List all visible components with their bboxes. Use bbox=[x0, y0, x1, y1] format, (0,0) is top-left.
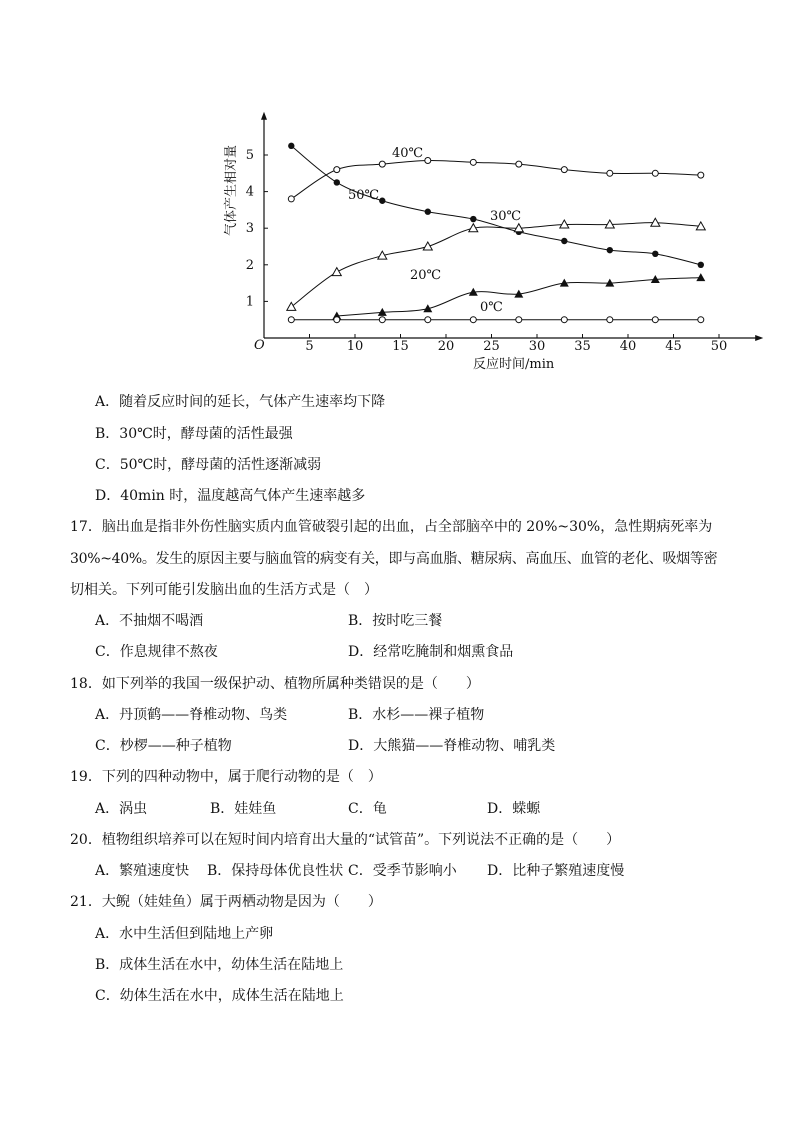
data-point bbox=[470, 159, 476, 165]
data-point bbox=[698, 317, 704, 323]
data-point bbox=[652, 317, 658, 323]
q17-stem-line3: 切相关。下列可能引发脑出血的生活方式是（ ） bbox=[70, 582, 378, 598]
y-axis-label: 气体产生相对量 bbox=[224, 144, 239, 236]
data-point bbox=[607, 170, 613, 176]
series-label: 30℃ bbox=[490, 209, 522, 224]
q17-option-d: D．经常吃腌制和烟熏食品 bbox=[348, 644, 514, 660]
x-axis-arrow bbox=[755, 335, 763, 341]
q17-option-a: A．不抽烟不喝酒 bbox=[95, 613, 204, 629]
data-point bbox=[379, 161, 385, 167]
q17-option-b: B．按时吃三餐 bbox=[348, 613, 443, 629]
q16-option-c: C．50℃时，酵母菌的活性逐渐减弱 bbox=[95, 457, 322, 473]
q19-option-c: C．龟 bbox=[348, 801, 387, 817]
y-tick-label: 4 bbox=[245, 184, 254, 200]
x-axis-label: 反应时间/min bbox=[473, 357, 555, 372]
data-point bbox=[334, 167, 340, 173]
chart-axes bbox=[246, 112, 763, 354]
data-point bbox=[652, 251, 658, 257]
q18-option-c: C．杪椤——种子植物 bbox=[95, 738, 232, 754]
x-tick-label: 5 bbox=[305, 339, 314, 354]
q21-option-c: C．幼体生活在水中，成体生活在陆地上 bbox=[95, 988, 344, 1004]
data-point bbox=[332, 268, 341, 276]
q21-option-a: A．水中生活但到陆地上产卵 bbox=[95, 926, 274, 942]
series-1 bbox=[288, 143, 704, 268]
q17-stem-line1: 17．脑出血是指非外伤性脑实质内血管破裂引起的出血，占全部脑卒中的 20%~30%，急性期病死率为 bbox=[70, 519, 713, 535]
y-tick-label: 3 bbox=[245, 221, 254, 237]
y-tick-label: 2 bbox=[245, 257, 254, 273]
data-point bbox=[379, 198, 385, 204]
data-point bbox=[561, 167, 567, 173]
y-tick-label: 1 bbox=[245, 294, 254, 310]
series-label: 50℃ bbox=[348, 188, 380, 203]
x-tick-label: 50 bbox=[710, 339, 728, 354]
q17-stem-line2: 30%~40%。发生的原因主要与脑血管的病变有关，即与高血脂、糖尿病、高血压、血管的老化、吸烟等密 bbox=[70, 551, 718, 567]
q21-option-b: B．成体生活在水中，幼体生活在陆地上 bbox=[95, 957, 344, 973]
x-tick-label: 30 bbox=[528, 339, 546, 354]
q16-option-b: B．30℃时，酵母菌的活性最强 bbox=[95, 426, 293, 442]
series-label: 40℃ bbox=[392, 146, 424, 161]
data-point bbox=[561, 238, 567, 244]
data-point bbox=[334, 179, 340, 185]
q19-option-d: D．蝾螈 bbox=[487, 801, 541, 817]
chart-series bbox=[287, 143, 706, 323]
data-point bbox=[288, 143, 294, 149]
series-2 bbox=[287, 209, 706, 310]
data-point bbox=[425, 157, 431, 163]
x-tick-label: 25 bbox=[483, 339, 500, 354]
q19-option-a: A．涡虫 bbox=[95, 801, 148, 817]
q20-option-b: B．保持母体优良性状 bbox=[207, 863, 344, 879]
q20-option-c: C．受季节影响小 bbox=[348, 863, 457, 879]
q16-option-d: D．40min 时，温度越高气体产生速率越多 bbox=[95, 488, 366, 504]
x-tick-label: 45 bbox=[665, 339, 682, 354]
data-point bbox=[288, 317, 294, 323]
series-label: 0℃ bbox=[480, 300, 503, 315]
x-tick-label: 40 bbox=[619, 339, 637, 354]
data-point bbox=[334, 317, 340, 323]
data-point bbox=[698, 262, 704, 268]
x-tick-label: 20 bbox=[437, 339, 455, 354]
q19-stem: 19．下列的四种动物中，属于爬行动物的是（ ） bbox=[70, 769, 382, 785]
q17-option-c: C．作息规律不熬夜 bbox=[95, 644, 218, 660]
q20-option-a: A．繁殖速度快 bbox=[95, 863, 190, 879]
series-line bbox=[291, 223, 701, 307]
data-point bbox=[470, 317, 476, 323]
data-point bbox=[379, 317, 385, 323]
q20-option-d: D．比种子繁殖速度慢 bbox=[487, 863, 625, 879]
data-point bbox=[696, 273, 705, 281]
q18-stem: 18．如下列举的我国一级保护动、植物所属种类错误的是（ ） bbox=[70, 676, 480, 692]
x-tick-label: 35 bbox=[574, 339, 591, 354]
data-point bbox=[516, 317, 522, 323]
data-point bbox=[607, 317, 613, 323]
gas-production-chart bbox=[0, 0, 793, 380]
y-axis-arrow bbox=[261, 112, 267, 120]
data-point bbox=[287, 302, 296, 310]
data-point bbox=[423, 242, 432, 250]
q18-option-d: D．大熊猫——脊椎动物、哺乳类 bbox=[348, 738, 556, 754]
q20-stem: 20．植物组织培养可以在短时间内培育出大量的“试管苗”。下列说法不正确的是（ ） bbox=[70, 832, 621, 848]
series-4 bbox=[288, 300, 704, 323]
q18-option-a: A．丹顶鹤——脊椎动物、鸟类 bbox=[95, 707, 288, 723]
data-point bbox=[425, 317, 431, 323]
q18-option-b: B．水杉——裸子植物 bbox=[348, 707, 485, 723]
data-point bbox=[425, 209, 431, 215]
data-point bbox=[698, 172, 704, 178]
q16-option-a: A．随着反应时间的延长，气体产生速率均下降 bbox=[95, 394, 386, 410]
series-3 bbox=[332, 268, 705, 320]
data-point bbox=[652, 170, 658, 176]
origin-label: O bbox=[254, 338, 265, 353]
data-point bbox=[470, 216, 476, 222]
series-label: 20℃ bbox=[410, 268, 442, 283]
data-point bbox=[516, 161, 522, 167]
series-line bbox=[291, 146, 701, 265]
q19-option-b: B．娃娃鱼 bbox=[210, 801, 277, 817]
x-tick-label: 15 bbox=[392, 339, 409, 354]
data-point bbox=[288, 196, 294, 202]
data-point bbox=[561, 317, 567, 323]
y-tick-label: 5 bbox=[245, 148, 254, 163]
data-point bbox=[607, 247, 613, 253]
q21-stem: 21．大鲵（娃娃鱼）属于两栖动物是因为（ ） bbox=[70, 894, 382, 910]
x-tick-label: 10 bbox=[346, 339, 364, 354]
